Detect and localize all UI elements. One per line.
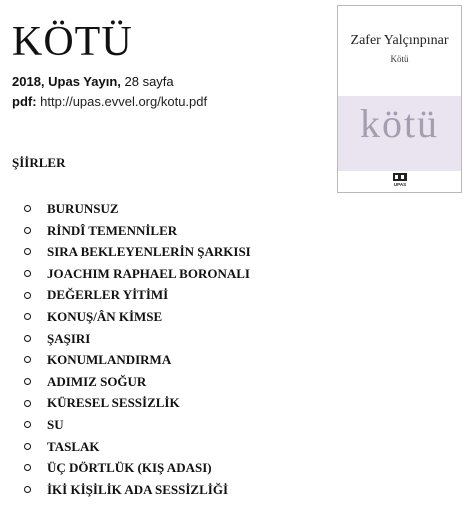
cover-title-band [338, 96, 461, 171]
poem-list [24, 198, 251, 500]
year-publisher: 2018, Upas Yayın, [12, 74, 121, 89]
circle-bullet-icon [24, 335, 31, 342]
circle-bullet-icon [24, 248, 31, 255]
list-item[interactable] [24, 371, 251, 393]
pdf-label: pdf: [12, 94, 37, 109]
pdf-row [12, 92, 207, 112]
list-item[interactable] [24, 457, 251, 479]
poem-title: ADIMIZ SOĞUR [47, 373, 147, 389]
circle-bullet-icon [24, 205, 31, 212]
list-item[interactable] [24, 198, 251, 220]
cover-big-title: kötü [359, 101, 440, 146]
circle-bullet-icon [24, 292, 31, 299]
list-item[interactable] [24, 284, 251, 306]
list-item[interactable] [24, 349, 251, 371]
circle-bullet-icon [24, 400, 31, 407]
pdf-link[interactable]: http://upas.evvel.org/kotu.pdf [40, 94, 208, 109]
cover-author: Zafer Yalçınpınar [350, 33, 449, 48]
poem-title: RİNDÎ TEMENNİLER [47, 222, 178, 238]
list-item[interactable] [24, 241, 251, 263]
poem-title: JOACHIM RAPHAEL BORONALI [47, 265, 250, 281]
circle-bullet-icon [24, 313, 31, 320]
poem-title: SIRA BEKLEYENLERİN ŞARKISI [47, 244, 251, 260]
circle-bullet-icon [24, 443, 31, 450]
page-count: 28 sayfa [120, 74, 174, 89]
list-item[interactable] [24, 392, 251, 414]
list-item[interactable] [24, 220, 251, 242]
circle-bullet-icon [24, 464, 31, 471]
book-meta [12, 72, 207, 112]
list-item[interactable] [24, 328, 251, 350]
poem-title: KONUMLANDIRMA [47, 352, 172, 368]
circle-bullet-icon [24, 356, 31, 363]
poem-title: DEĞERLER YİTİMİ [47, 287, 169, 303]
poem-title: ÜÇ DÖRTLÜK (KIŞ ADASI) [47, 460, 212, 476]
poem-title: BURUNSUZ [47, 201, 119, 216]
poem-title: TASLAK [47, 438, 100, 454]
list-item[interactable] [24, 306, 251, 328]
list-item[interactable] [24, 436, 251, 458]
circle-bullet-icon [24, 378, 31, 385]
list-item[interactable] [24, 479, 251, 501]
circle-bullet-icon [24, 421, 31, 428]
publisher-logo-text: UPAS [393, 182, 407, 187]
book-cover[interactable] [337, 5, 462, 193]
publication-info [12, 72, 207, 92]
publisher-logo-icon [392, 173, 408, 187]
list-item[interactable] [24, 263, 251, 285]
section-heading: ŞİİRLER [12, 155, 66, 170]
poem-title: KÜRESEL SESSİZLİK [47, 395, 180, 411]
poem-title: KONUŞ/ÂN KİMSE [47, 308, 163, 324]
poem-title: ŞAŞIRI [47, 330, 91, 346]
circle-bullet-icon [24, 270, 31, 277]
book-title: KÖTÜ [12, 19, 133, 65]
cover-small-title: Kötü [390, 54, 409, 64]
list-item[interactable] [24, 414, 251, 436]
poem-title: İKİ KİŞİLİK ADA SESSİZLİĞİ [47, 481, 229, 497]
circle-bullet-icon [24, 486, 31, 493]
poem-title: SU [47, 416, 64, 432]
circle-bullet-icon [24, 227, 31, 234]
